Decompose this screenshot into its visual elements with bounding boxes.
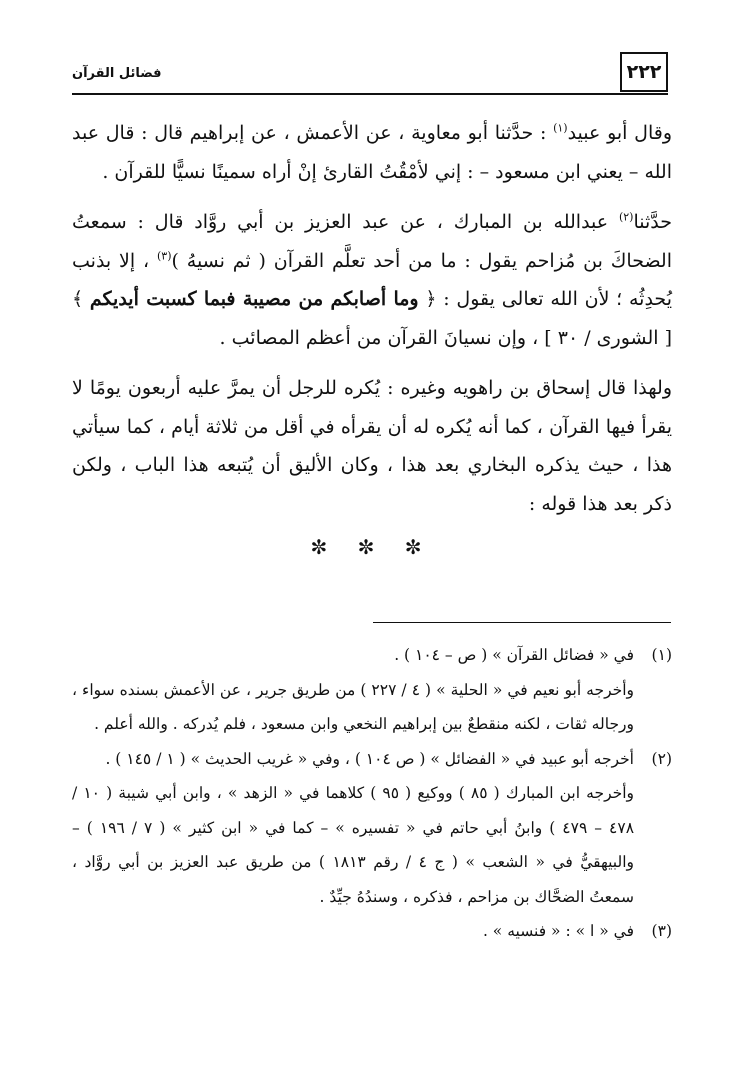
footnote-number: (٢) xyxy=(651,749,672,768)
paragraph-1 xyxy=(72,114,672,191)
footnote-line: في « فضائل القرآن » ( ص – ١٠٤ ) . xyxy=(394,646,634,664)
footnote-line: أخرجه أبو عبيد في « الفضائل » ( ص ١٠٤ ) ، وفي « غريب الحديث » ( ١ / ١٤٥ ) . xyxy=(105,749,634,768)
footnote-ref-3: (٣) xyxy=(156,249,172,263)
footnote-number: (٣) xyxy=(651,922,672,940)
footnote-number: (١) xyxy=(651,646,672,664)
paragraph-1-text-b: : حدَّثنا أبو معاوية ، عن الأعمش ، عن إبراهيم قال : قال عبد الله – يعني ابن مسعود – : إني لأمْقُتُ القارئ إنْ أراه سمينًا نسيًّا للقرآن . xyxy=(72,122,672,183)
footnote-1 xyxy=(72,638,672,742)
footnote-divider xyxy=(373,622,671,623)
footnotes xyxy=(72,638,672,949)
paragraph-2-text-d: ﴾ [ الشورى / ٣٠ ] ، وإن نسيانَ القرآن من أعظم المصائب . xyxy=(72,288,672,349)
main-text xyxy=(72,114,672,559)
footnote-ref-2: (٢) xyxy=(618,210,634,224)
quran-verse: وما أصابكم من مصيبة فبما كسبت أيديكم xyxy=(89,288,419,310)
paragraph-3-text: ولهذا قال إسحاق بن راهويه وغيره : يُكره للرجل أن يمرَّ عليه أربعون يومًا لا يقرأ فيها القرآن ، كما أنه يُكره له أن يقرأه في أقل من ثلاثة أيام ، كما سيأتي هذا ، حيث يذكره البخاري بعد هذا ، وكان الأليق أن يُتبعه هذا الباب ، ولكن ذكر بعد هذا قوله : xyxy=(72,377,672,515)
footnote-line: وأخرجه ابن المبارك ( ٨٥ ) ووكيع ( ٩٥ ) كلاهما في « الزهد » ، وابن أبي شيبة ( ١٠ / ٤٧٨ – ٤٧٩ ) وابنُ أبي حاتم في « تفسيره » – كما في « ابن كثير » ( ٧ / ١٩٦ ) – والبيهقيُّ في « الشعب » ( ج ٤ / رقم ١٨١٣ ) من طريق عبد العزيز بن أبي روَّاد ، سمعتُ الضحَّاك بن مزاحم ، فذكره ، وسندُهُ جيِّدٌ . xyxy=(72,784,635,906)
footnote-3 xyxy=(72,914,672,949)
running-title: فضائل القرآن xyxy=(72,66,162,81)
footnote-ref-1: (١) xyxy=(553,121,568,135)
page-number: ٢٢٢ xyxy=(620,52,668,92)
paragraph-2-text-a: حدَّثنا xyxy=(633,211,672,233)
paragraph-2-text-b: عبدالله بن المبارك ، عن عبد العزيز بن أبي روَّاد قال : سمعتُ الضحاكَ بن مُزاحم يقول : ما من أحد تعلَّم القرآن ( ثم نسيهُ ) xyxy=(72,211,673,272)
page-header xyxy=(72,52,668,112)
footnote-line: في « ا » : « فنسيه » . xyxy=(482,922,634,940)
paragraph-3 xyxy=(72,369,672,523)
paragraph-1-text-a: وقال أبو عبيد xyxy=(567,122,673,144)
section-separator: ✼ ✼ ✼ xyxy=(310,535,434,559)
paragraph-2-text-c: ، إلا بذنب يُحدِثُه ؛ لأن الله تعالى يقول : ﴿ xyxy=(72,249,672,310)
footnote-line: وأخرجه أبو نعيم في « الحلية » ( ٤ / ٢٢٧ ) من طريق جرير ، عن الأعمش بسنده سواء ، ورجاله ثقات ، لكنه منقطعٌ بين إبراهيم النخعي وابن مسعود ، فلم يُدركه . والله أعلم . xyxy=(72,680,635,733)
header-divider xyxy=(72,93,668,95)
paragraph-2 xyxy=(72,203,672,357)
footnote-2 xyxy=(72,742,672,915)
